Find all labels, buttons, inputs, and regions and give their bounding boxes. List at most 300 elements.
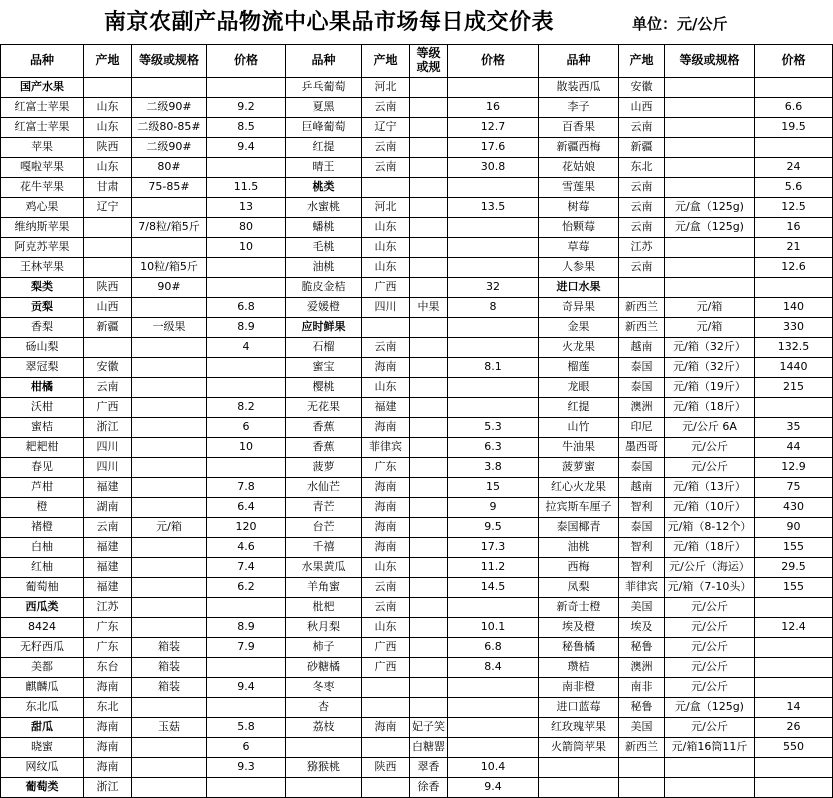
cell-grade — [132, 738, 207, 758]
table-row — [1, 558, 833, 578]
table-row — [1, 378, 833, 398]
table-row — [1, 578, 833, 598]
cell-price: 330 — [755, 318, 833, 338]
cell-price: 14.5 — [448, 578, 539, 598]
cell-price — [207, 658, 286, 678]
cell-grade: 元/公斤 — [665, 458, 755, 478]
cell-variety: 维纳斯苹果 — [1, 218, 84, 238]
cell-origin: 云南 — [619, 198, 665, 218]
cell-grade: 二级90# — [132, 98, 207, 118]
cell-price — [207, 158, 286, 178]
cell-variety: 国产水果 — [1, 78, 84, 98]
cell-grade: 元/公斤 — [665, 658, 755, 678]
cell-grade — [410, 138, 448, 158]
header-grade-2: 等级或规 — [410, 45, 448, 78]
cell-origin: 泰国 — [619, 378, 665, 398]
cell-price: 30.8 — [448, 158, 539, 178]
cell-origin: 智利 — [619, 558, 665, 578]
cell-grade — [665, 178, 755, 198]
table-row — [1, 678, 833, 698]
table-row — [1, 778, 833, 798]
cell-origin: 海南 — [362, 718, 410, 738]
cell-grade — [132, 498, 207, 518]
cell-origin — [84, 338, 132, 358]
cell-price — [755, 638, 833, 658]
cell-price: 6 — [207, 738, 286, 758]
cell-price: 8 — [448, 298, 539, 318]
cell-origin: 海南 — [362, 518, 410, 538]
table-row — [1, 738, 833, 758]
cell-grade: 元/箱16筒11斤 — [665, 738, 755, 758]
cell-variety: 红富士苹果 — [1, 118, 84, 138]
cell-variety: 耙耙柑 — [1, 438, 84, 458]
cell-origin — [362, 678, 410, 698]
cell-origin: 泰国 — [619, 358, 665, 378]
cell-variety: 无籽西瓜 — [1, 638, 84, 658]
cell-variety: 应时鲜果 — [286, 318, 362, 338]
cell-origin: 福建 — [84, 478, 132, 498]
cell-variety: 无花果 — [286, 398, 362, 418]
cell-grade — [410, 198, 448, 218]
cell-price: 17.3 — [448, 538, 539, 558]
cell-grade — [132, 458, 207, 478]
cell-grade — [132, 418, 207, 438]
cell-origin — [619, 778, 665, 798]
cell-origin: 广东 — [362, 458, 410, 478]
cell-grade — [132, 698, 207, 718]
cell-grade — [410, 238, 448, 258]
cell-grade — [132, 618, 207, 638]
cell-variety: 散装西瓜 — [539, 78, 619, 98]
cell-grade — [132, 478, 207, 498]
cell-grade — [665, 158, 755, 178]
cell-origin: 美国 — [619, 718, 665, 738]
cell-origin — [84, 218, 132, 238]
cell-price — [207, 458, 286, 478]
cell-grade — [410, 478, 448, 498]
cell-price: 550 — [755, 738, 833, 758]
cell-price: 430 — [755, 498, 833, 518]
cell-origin: 四川 — [362, 298, 410, 318]
table-row — [1, 758, 833, 778]
cell-variety: 千禧 — [286, 538, 362, 558]
table-row — [1, 338, 833, 358]
cell-grade: 白糖罂 — [410, 738, 448, 758]
cell-variety: 蜜宝 — [286, 358, 362, 378]
table-row — [1, 638, 833, 658]
cell-grade: 妃子笑 — [410, 718, 448, 738]
cell-origin — [84, 238, 132, 258]
cell-grade: 元/公斤 — [665, 678, 755, 698]
cell-grade — [410, 458, 448, 478]
cell-origin: 江苏 — [84, 598, 132, 618]
cell-origin — [362, 738, 410, 758]
cell-grade — [132, 378, 207, 398]
cell-variety: 蟠桃 — [286, 218, 362, 238]
cell-variety: 乒乓葡萄 — [286, 78, 362, 98]
cell-origin: 陕西 — [84, 138, 132, 158]
cell-price — [448, 178, 539, 198]
header-origin-3: 产地 — [619, 45, 665, 78]
cell-grade — [410, 438, 448, 458]
cell-origin: 河北 — [362, 78, 410, 98]
cell-variety: 新奇士橙 — [539, 598, 619, 618]
cell-variety: 拉宾斯车厘子 — [539, 498, 619, 518]
cell-price — [755, 678, 833, 698]
cell-grade: 箱装 — [132, 658, 207, 678]
cell-grade — [665, 78, 755, 98]
cell-grade: 元/箱 — [665, 298, 755, 318]
cell-origin: 辽宁 — [84, 198, 132, 218]
cell-variety: 石榴 — [286, 338, 362, 358]
cell-price: 90 — [755, 518, 833, 538]
cell-grade — [410, 338, 448, 358]
cell-grade — [410, 638, 448, 658]
cell-grade — [410, 398, 448, 418]
table-row — [1, 318, 833, 338]
cell-variety: 苹果 — [1, 138, 84, 158]
table-row — [1, 358, 833, 378]
cell-grade: 元/公斤 — [665, 618, 755, 638]
cell-origin — [619, 758, 665, 778]
cell-origin: 云南 — [362, 578, 410, 598]
cell-origin: 浙江 — [84, 778, 132, 798]
cell-origin: 山东 — [84, 118, 132, 138]
table-row — [1, 98, 833, 118]
cell-origin: 海南 — [362, 418, 410, 438]
cell-grade — [132, 598, 207, 618]
cell-variety: 牛油果 — [539, 438, 619, 458]
title-bar — [0, 0, 832, 44]
cell-grade: 元/箱 — [665, 318, 755, 338]
cell-variety: 东北瓜 — [1, 698, 84, 718]
cell-price: 10 — [207, 438, 286, 458]
table-row — [1, 258, 833, 278]
cell-price: 17.6 — [448, 138, 539, 158]
cell-variety: 鸡心果 — [1, 198, 84, 218]
cell-price — [755, 658, 833, 678]
cell-variety: 杏 — [286, 698, 362, 718]
table-row — [1, 618, 833, 638]
cell-grade — [665, 138, 755, 158]
cell-variety: 猕猴桃 — [286, 758, 362, 778]
header-grade-3: 等级或规格 — [665, 45, 755, 78]
cell-origin: 福建 — [362, 398, 410, 418]
cell-origin: 埃及 — [619, 618, 665, 638]
cell-price: 8.1 — [448, 358, 539, 378]
cell-origin: 四川 — [84, 438, 132, 458]
cell-origin: 菲律宾 — [362, 438, 410, 458]
cell-grade — [410, 418, 448, 438]
cell-origin: 新西兰 — [619, 318, 665, 338]
cell-grade: 元/箱（18斤） — [665, 538, 755, 558]
table-row — [1, 198, 833, 218]
cell-origin: 陕西 — [84, 278, 132, 298]
cell-variety: 香蕉 — [286, 418, 362, 438]
cell-origin: 海南 — [362, 498, 410, 518]
cell-variety: 李子 — [539, 98, 619, 118]
table-body — [1, 78, 833, 798]
cell-origin: 山东 — [362, 378, 410, 398]
cell-grade: 元/箱（18斤） — [665, 398, 755, 418]
cell-origin: 福建 — [84, 538, 132, 558]
cell-origin: 墨西哥 — [619, 438, 665, 458]
cell-variety: 油桃 — [286, 258, 362, 278]
cell-variety — [539, 778, 619, 798]
cell-origin — [84, 78, 132, 98]
cell-price: 11.2 — [448, 558, 539, 578]
cell-origin: 云南 — [619, 258, 665, 278]
table-row — [1, 138, 833, 158]
cell-origin: 河北 — [362, 198, 410, 218]
cell-price — [448, 258, 539, 278]
cell-price: 8.4 — [448, 658, 539, 678]
cell-grade: 玉菇 — [132, 718, 207, 738]
header-variety-2: 品种 — [286, 45, 362, 78]
cell-origin: 广东 — [84, 638, 132, 658]
cell-price: 26 — [755, 718, 833, 738]
header-origin-2: 产地 — [362, 45, 410, 78]
cell-variety: 龙眼 — [539, 378, 619, 398]
cell-variety: 埃及橙 — [539, 618, 619, 638]
cell-origin: 安徽 — [619, 78, 665, 98]
cell-grade — [410, 378, 448, 398]
cell-variety: 火龙果 — [539, 338, 619, 358]
table-row — [1, 698, 833, 718]
cell-price: 10.4 — [448, 758, 539, 778]
cell-price — [448, 678, 539, 698]
cell-variety — [286, 738, 362, 758]
cell-origin: 山西 — [619, 98, 665, 118]
cell-price — [448, 338, 539, 358]
cell-variety: 阿克苏苹果 — [1, 238, 84, 258]
cell-price: 6.2 — [207, 578, 286, 598]
cell-grade: 元/盒（125g) — [665, 218, 755, 238]
cell-origin — [362, 318, 410, 338]
cell-grade: 元/箱（32斤） — [665, 338, 755, 358]
cell-grade — [410, 178, 448, 198]
table-row — [1, 398, 833, 418]
cell-price: 19.5 — [755, 118, 833, 138]
table-row — [1, 298, 833, 318]
cell-price: 8.9 — [207, 318, 286, 338]
cell-variety: 西瓜类 — [1, 598, 84, 618]
cell-grade — [410, 558, 448, 578]
cell-variety: 凤梨 — [539, 578, 619, 598]
cell-price: 13 — [207, 198, 286, 218]
cell-variety: 南非橙 — [539, 678, 619, 698]
page-title: 南京农副产品物流中心果品市场每日成交价表 — [104, 10, 555, 35]
cell-variety — [286, 778, 362, 798]
cell-variety: 进口蓝莓 — [539, 698, 619, 718]
cell-grade — [132, 358, 207, 378]
cell-grade — [132, 398, 207, 418]
cell-origin: 山东 — [362, 218, 410, 238]
cell-variety: 褚橙 — [1, 518, 84, 538]
cell-price: 155 — [755, 538, 833, 558]
cell-variety: 网纹瓜 — [1, 758, 84, 778]
cell-variety: 白柚 — [1, 538, 84, 558]
cell-origin: 福建 — [84, 578, 132, 598]
cell-grade — [410, 258, 448, 278]
cell-origin: 东北 — [84, 698, 132, 718]
cell-variety: 怡颗莓 — [539, 218, 619, 238]
cell-price: 9 — [448, 498, 539, 518]
cell-origin: 山东 — [362, 258, 410, 278]
cell-origin: 海南 — [84, 758, 132, 778]
cell-grade: 元/公斤 — [665, 438, 755, 458]
cell-variety: 西梅 — [539, 558, 619, 578]
cell-grade — [410, 218, 448, 238]
cell-variety: 砀山梨 — [1, 338, 84, 358]
cell-grade — [410, 498, 448, 518]
cell-grade — [410, 618, 448, 638]
cell-origin: 广西 — [362, 638, 410, 658]
cell-variety: 奇异果 — [539, 298, 619, 318]
cell-grade: 元/箱（13斤） — [665, 478, 755, 498]
cell-price: 6.6 — [755, 98, 833, 118]
cell-variety: 美都 — [1, 658, 84, 678]
cell-variety: 山竹 — [539, 418, 619, 438]
cell-variety: 红玫瑰苹果 — [539, 718, 619, 738]
cell-origin: 广东 — [84, 618, 132, 638]
cell-variety: 水仙芒 — [286, 478, 362, 498]
cell-grade — [410, 78, 448, 98]
cell-grade: 二级80-85# — [132, 118, 207, 138]
cell-variety: 王林苹果 — [1, 258, 84, 278]
cell-variety: 爱媛橙 — [286, 298, 362, 318]
cell-origin: 越南 — [619, 338, 665, 358]
cell-variety: 巨峰葡萄 — [286, 118, 362, 138]
cell-grade: 元/箱（7-10头） — [665, 578, 755, 598]
cell-price — [755, 778, 833, 798]
cell-variety: 瓒桔 — [539, 658, 619, 678]
cell-price — [448, 238, 539, 258]
cell-origin: 新西兰 — [619, 298, 665, 318]
table-row — [1, 518, 833, 538]
cell-grade — [132, 438, 207, 458]
cell-variety: 脆皮金桔 — [286, 278, 362, 298]
cell-origin: 甘肃 — [84, 178, 132, 198]
cell-grade — [410, 278, 448, 298]
cell-price: 13.5 — [448, 198, 539, 218]
cell-grade: 一级果 — [132, 318, 207, 338]
cell-origin: 菲律宾 — [619, 578, 665, 598]
cell-price — [755, 278, 833, 298]
cell-grade — [665, 118, 755, 138]
cell-variety: 草莓 — [539, 238, 619, 258]
header-variety-3: 品种 — [539, 45, 619, 78]
cell-origin: 安徽 — [84, 358, 132, 378]
cell-origin: 山东 — [362, 618, 410, 638]
cell-price: 75 — [755, 478, 833, 498]
cell-variety: 冬枣 — [286, 678, 362, 698]
cell-price: 4 — [207, 338, 286, 358]
cell-price: 8.9 — [207, 618, 286, 638]
cell-grade: 80# — [132, 158, 207, 178]
cell-variety: 人参果 — [539, 258, 619, 278]
table-row — [1, 238, 833, 258]
cell-origin — [362, 178, 410, 198]
cell-price — [207, 358, 286, 378]
cell-price — [448, 698, 539, 718]
cell-variety: 桃类 — [286, 178, 362, 198]
cell-variety: 橙 — [1, 498, 84, 518]
cell-price: 35 — [755, 418, 833, 438]
cell-grade — [410, 598, 448, 618]
cell-variety: 嘎啦苹果 — [1, 158, 84, 178]
cell-price: 12.6 — [755, 258, 833, 278]
cell-origin: 新疆 — [84, 318, 132, 338]
cell-grade — [410, 518, 448, 538]
cell-origin: 山东 — [84, 158, 132, 178]
cell-price: 8.5 — [207, 118, 286, 138]
cell-price: 12.5 — [755, 198, 833, 218]
header-grade-1: 等级或规格 — [132, 45, 207, 78]
cell-origin: 秘鲁 — [619, 638, 665, 658]
table-row — [1, 418, 833, 438]
cell-grade — [410, 158, 448, 178]
cell-origin: 山东 — [84, 98, 132, 118]
cell-grade — [410, 358, 448, 378]
cell-price — [448, 738, 539, 758]
cell-price — [755, 598, 833, 618]
cell-variety: 贡梨 — [1, 298, 84, 318]
cell-origin — [362, 698, 410, 718]
cell-price — [448, 378, 539, 398]
header-price-2: 价格 — [448, 45, 539, 78]
cell-price — [448, 598, 539, 618]
cell-variety: 蜜桔 — [1, 418, 84, 438]
cell-variety: 雪莲果 — [539, 178, 619, 198]
cell-grade — [410, 98, 448, 118]
cell-variety: 8424 — [1, 618, 84, 638]
cell-price: 140 — [755, 298, 833, 318]
cell-variety: 新疆西梅 — [539, 138, 619, 158]
cell-variety: 红心火龙果 — [539, 478, 619, 498]
cell-variety: 翠冠梨 — [1, 358, 84, 378]
cell-price: 6.8 — [448, 638, 539, 658]
cell-origin: 泰国 — [619, 458, 665, 478]
cell-variety: 进口水果 — [539, 278, 619, 298]
cell-price: 9.5 — [448, 518, 539, 538]
cell-price: 7.4 — [207, 558, 286, 578]
price-table — [0, 44, 833, 798]
cell-variety: 菠萝 — [286, 458, 362, 478]
table-row — [1, 158, 833, 178]
cell-grade: 90# — [132, 278, 207, 298]
cell-variety: 红提 — [539, 398, 619, 418]
cell-price: 29.5 — [755, 558, 833, 578]
cell-grade — [410, 538, 448, 558]
cell-origin — [619, 278, 665, 298]
cell-variety: 葡萄类 — [1, 778, 84, 798]
cell-price: 9.3 — [207, 758, 286, 778]
cell-grade — [132, 338, 207, 358]
cell-grade — [665, 778, 755, 798]
table-row — [1, 218, 833, 238]
cell-origin: 秘鲁 — [619, 698, 665, 718]
cell-variety: 樱桃 — [286, 378, 362, 398]
cell-variety: 泰国椰青 — [539, 518, 619, 538]
cell-grade — [410, 318, 448, 338]
cell-grade: 箱装 — [132, 638, 207, 658]
cell-grade: 10粒/箱5斤 — [132, 258, 207, 278]
table-row — [1, 718, 833, 738]
unit-label: 单位：元/公斤 — [632, 15, 728, 33]
cell-grade — [410, 578, 448, 598]
cell-grade — [665, 238, 755, 258]
